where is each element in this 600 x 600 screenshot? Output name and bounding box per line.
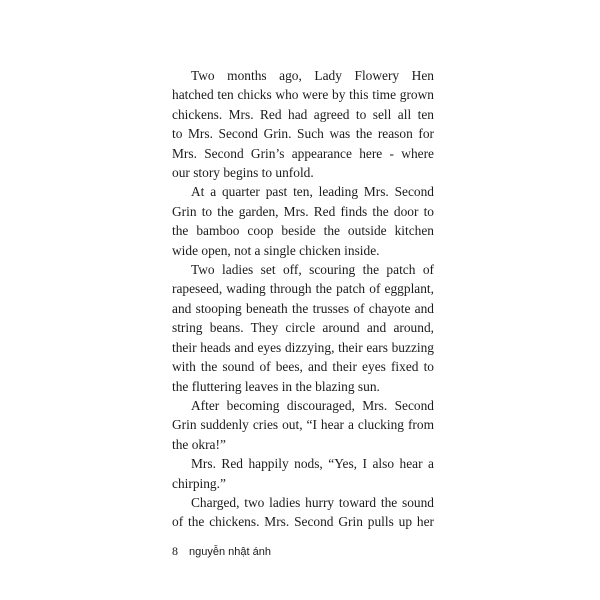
text-line: the bamboo coop beside the outside kitchen: [172, 223, 434, 239]
text-line: Mrs. Second Grin’s appearance here - where: [172, 145, 434, 161]
paragraph-3: [172, 260, 434, 396]
text-line: our story begins to unfold.: [172, 165, 314, 181]
text-line: and stooping beneath the trusses of chayote and: [172, 300, 434, 316]
text-line: to Mrs. Second Grin. Such was the reason for: [172, 126, 434, 142]
running-footer-author: nguyễn nhật ánh: [189, 546, 271, 558]
text-line: of the chickens. Mrs. Second Grin pulls up her: [172, 514, 434, 530]
text-line: Mrs. Red happily nods, “Yes, I also hear a: [191, 456, 434, 472]
paragraph-5: [172, 454, 434, 493]
text-line: with the sound of bees, and their eyes fixed to: [172, 359, 434, 375]
paragraph-2: [172, 182, 434, 260]
text-line: their heads and eyes dizzying, their ears buzzing: [172, 339, 434, 355]
paragraph-4: [172, 396, 434, 454]
text-line: Charged, two ladies hurry toward the sound: [191, 494, 434, 510]
page-footer: [172, 544, 271, 559]
text-line: the fluttering leaves in the blazing sun.: [172, 378, 380, 394]
paragraph-1: [172, 66, 434, 182]
text-line: the okra!”: [172, 436, 226, 452]
text-line: hatched ten chicks who were by this time grown: [172, 87, 434, 103]
paragraph-6: [172, 493, 434, 532]
text-line: Two months ago, Lady Flowery Hen: [191, 68, 434, 83]
text-line: At a quarter past ten, leading Mrs. Second: [191, 184, 434, 200]
text-line: chirping.”: [172, 475, 226, 491]
text-line: Grin suddenly cries out, “I hear a clucking from: [172, 417, 434, 433]
page-number: 8: [172, 544, 178, 558]
text-line: Two ladies set off, scouring the patch of: [191, 262, 434, 278]
text-line: chickens. Mrs. Red had agreed to sell all ten: [172, 106, 434, 122]
body-text: [172, 66, 434, 532]
text-line: wide open, not a single chicken inside.: [172, 242, 380, 258]
text-line: After becoming discouraged, Mrs. Second: [191, 397, 434, 413]
text-line: Grin to the garden, Mrs. Red finds the door to: [172, 203, 434, 219]
text-line: rapeseed, wading through the patch of eggplant,: [172, 281, 434, 297]
text-line: string beans. They circle around and around,: [172, 320, 434, 336]
